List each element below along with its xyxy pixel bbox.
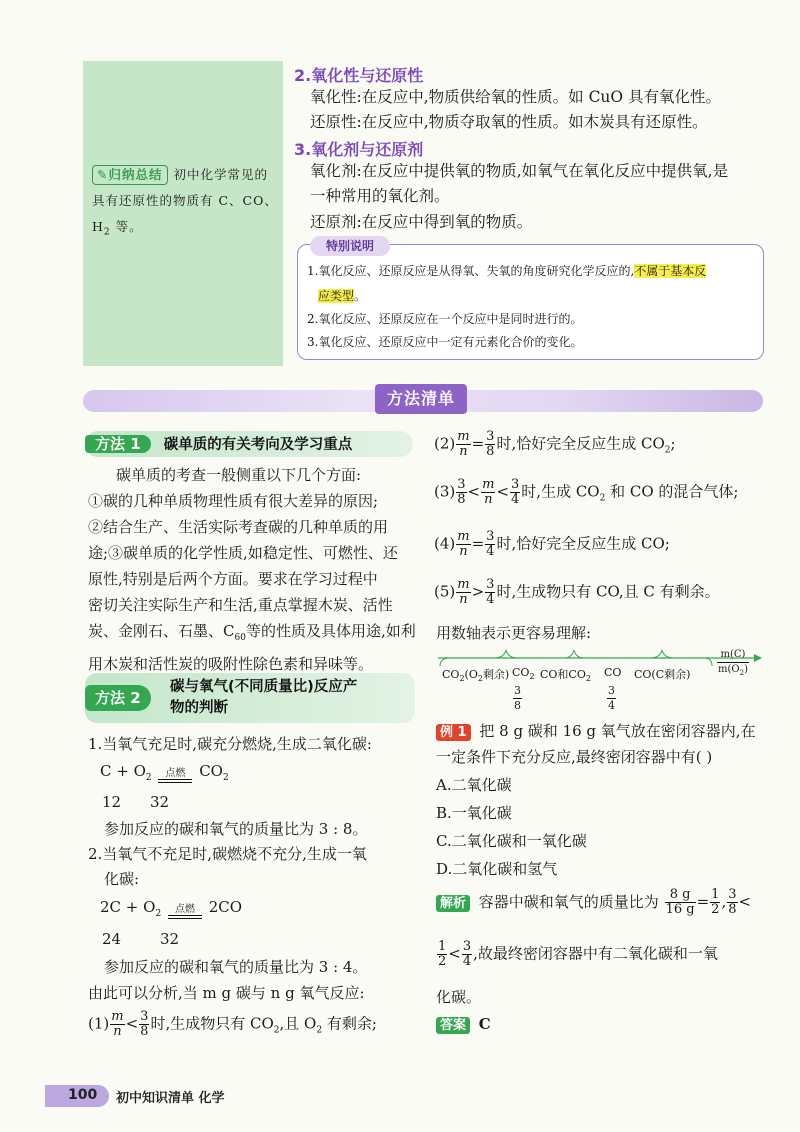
section-2-line-1: 氧化性:在反应中,物质供给氧的性质。如 CuO 具有氧化性。 [310,88,722,106]
option-d: D.二氧化碳和氢气 [436,860,558,878]
special-note-item-3: 3.氧化反应、还原反应中一定有元素化合价的变化。 [307,335,583,349]
equation-1: $C + O_2$ 点燃 $CO_2$ [100,762,229,783]
banner-title: 方法清单 [375,384,467,414]
option-c: C.二氧化碳和一氧化碳 [436,832,587,850]
axis-arrow-icon [754,654,762,662]
axis-intro: 用数轴表示更容易理解: [436,624,592,642]
method-1-body: 碳单质的考查一般侧重以下几个方面: ①碳的几种单质物理性质有很大差异的原因; ②结合生产、生活实际考查碳的几种单质的用 途;③碳单质的化学性质,如稳定性、可燃性、还 原性,特别是后两个方面。要求在学习过程中 密切关注实际生产和生活,重点掌握木炭、活性 炭、金刚石、石墨、$C_{60}$等的性质及具体用途,如利 用木炭和活性炭的吸附性除色素和异味等。 [88,466,416,673]
summary-tag: ✎归纳总结 [92,165,168,185]
ratio-1: 参加反应的碳和氧气的质量比为 3 : 8。 [104,820,368,838]
axis-seg-5: CO(C剩余) [634,668,691,681]
special-note-item-1-cont: 应类型。 [318,289,367,303]
case-5: (5) $\frac{m}{n}$ > $\frac{3}{4}$ 时,生成物只有 CO,且 C 有剩余。 [434,577,720,607]
method-1-header [85,431,413,457]
method-2-point-2-cont: 化碳: [104,870,140,888]
special-note-item-2: 2.氧化反应、还原反应在一个反应中是同时进行的。 [307,312,583,326]
case-3: (3) $\frac{3}{8}$ < $\frac{m}{n}$ < $\frac{3}{4}$ 时,生成 $CO_2$ 和 CO 的混合气体; [434,477,739,507]
method-1-title: 碳单质的有关考向及学习重点 [163,437,353,453]
special-note-item-1: 1.氧化反应、还原反应是从得氧、失氧的角度研究化学反应的,不属于基本反 [307,264,707,278]
pencil-icon: ✎ [97,167,109,182]
special-note-tag: 特别说明 [310,236,390,256]
example-line-1: 例 1 把 8 g 碳和 16 g 氧气放在密闭容器内,在 [436,720,756,741]
mass-2c: 24 [102,930,122,948]
footer-title: 初中知识清单 化学 [116,1091,225,1106]
method-2-header [85,673,415,723]
answer-line [436,1014,491,1033]
answer-value: C [478,1015,491,1033]
solution-line-1: 解析 容器中碳和氧气的质量比为 $\frac{8 g}{16 g}$ = $\frac{1}{2}$ , $\frac{3}{8}$ < [436,888,751,917]
axis-tick-3-8: $\frac{3}{8}$ [514,684,521,712]
axis-seg-4: CO [604,666,622,679]
solution-line-2: $\frac{1}{2}$ < $\frac{3}{4}$ ,故最终密闭容器中有二氧化碳和一氧 [438,939,718,969]
brace-1 [440,650,546,666]
section-3-line-1: 氧化剂:在反应中提供氧的物质,如氧气在氧化反应中提供氧,是 [310,162,729,180]
example-line-2: 一定条件下充分反应,最终密闭容器中有( ) [436,748,713,766]
case-4: (4) $\frac{m}{n}$ = $\frac{3}{4}$ 时,恰好完全反应生成 CO; [434,529,670,559]
case-2: (2) $\frac{m}{n}$ = $\frac{3}{8}$ 时,恰好完全反应生成 $CO_2$; [434,429,676,459]
option-b: B.一氧化碳 [436,804,512,822]
option-a: A.二氧化碳 [436,776,512,794]
method-1-tag: 方法 1 [85,435,151,453]
page-number: 100 [68,1087,98,1103]
section-3-title: 3.氧化剂与还原剂 [294,140,424,159]
solution-line-3: 化碳。 [436,988,482,1006]
solution-tag: 解析 [436,895,470,912]
case-1: (1) $\frac{m}{n}$ < $\frac{3}{8}$ 时,生成物只有 $CO_2$,且 $O_2$ 有剩余; [88,1009,377,1039]
axis-seg-2: $CO_2$ [512,666,535,682]
section-3-line-3: 还原剂:在反应中得到氧的物质。 [310,213,533,231]
equation-2: $2C + O_2$ 点燃 2CO [100,898,243,919]
ratio-2: 参加反应的碳和氧气的质量比为 3 : 4。 [104,958,368,976]
axis-seg-3: CO和$CO_2$ [540,668,591,684]
mass-o2-2: 32 [160,930,180,948]
answer-tag: 答案 [436,1017,470,1034]
axis-tick-3-4: $\frac{3}{4}$ [608,684,615,712]
section-3-line-2: 一种常用的氧化剂。 [310,187,450,205]
method-2-point-1: 1.当氧气充足时,碳充分燃烧,生成二氧化碳: [88,735,372,753]
summary-note: ✎归纳总结 初中化学常见的 具有还原性的物质有 C、CO、 $H_2$ 等。 [92,167,278,238]
method-2-tag: 方法 2 [85,685,151,711]
method-2-title: 碳与氧气(不同质量比)反应产 物的判断 [170,679,358,716]
analysis-line: 由此可以分析,当 m g 碳与 n g 氧气反应: [88,984,365,1002]
axis-label: $\frac{m(C)}{m(O_2)}$ [718,649,748,677]
method-2-point-2: 2.当氧气不充足时,碳燃烧不充分,生成一氧 [88,845,367,863]
example-tag: 例 1 [436,724,471,741]
section-2-title: 2.氧化性与还原性 [294,66,424,85]
axis-seg-1: $CO_2(O_2$剩余) [442,668,510,684]
brace-2 [546,650,608,658]
mass-c: 12 [102,793,122,811]
section-2-line-2: 还原性:在反应中,物质夺取氧的性质。如木炭具有还原性。 [310,113,708,131]
mass-o2: 32 [150,793,170,811]
